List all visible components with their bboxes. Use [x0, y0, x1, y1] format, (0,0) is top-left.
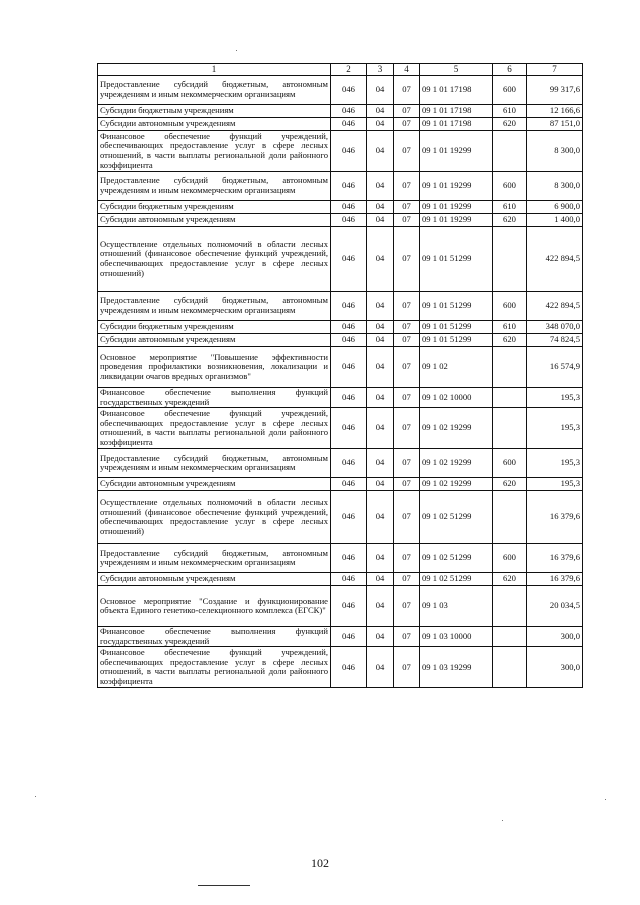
table-row: [98, 347, 583, 388]
target-article-cell: 09 1 03 19299: [420, 647, 493, 688]
scan-speck: [502, 820, 503, 821]
amount-cell: 195,3: [527, 449, 583, 478]
amount-cell: 99 317,6: [527, 76, 583, 105]
row-name-cell: Финансовое обеспечение функций учреждений, обеспечивающих предоставление услуг в сфере лесных отношений, в части выплаты региональной доли районного коэффициента: [98, 647, 331, 688]
ministry-code-cell: 046: [331, 105, 367, 118]
expense-type-cell: [493, 227, 527, 292]
ministry-code-cell: 046: [331, 647, 367, 688]
expense-type-cell: 610: [493, 321, 527, 334]
section-code-cell: 04: [367, 172, 394, 201]
row-name-cell: Финансовое обеспечение выполнения функций государственных учреждений: [98, 388, 331, 408]
row-name-cell: Основное мероприятие "Повышение эффективности проведения профилактики возникновения, локализации и ликвидации очагов вредных организмов": [98, 347, 331, 388]
subsection-code-cell: 07: [394, 544, 420, 573]
expense-type-cell: 620: [493, 573, 527, 586]
table-row: [98, 449, 583, 478]
subsection-code-cell: 07: [394, 131, 420, 172]
subsection-code-cell: 07: [394, 214, 420, 227]
header-cell: 2: [331, 64, 367, 76]
subsection-code-cell: 07: [394, 627, 420, 647]
row-name-cell: Финансовое обеспечение функций учреждений, обеспечивающих предоставление услуг в сфере лесных отношений, в части выплаты региональной доли районного коэффициента: [98, 131, 331, 172]
section-code-cell: 04: [367, 491, 394, 544]
subsection-code-cell: 07: [394, 321, 420, 334]
row-name-cell: Субсидии бюджетным учреждениям: [98, 321, 331, 334]
subsection-code-cell: 07: [394, 388, 420, 408]
target-article-cell: 09 1 01 19299: [420, 172, 493, 201]
target-article-cell: 09 1 02 10000: [420, 388, 493, 408]
target-article-cell: 09 1 01 17198: [420, 118, 493, 131]
amount-cell: 6 900,0: [527, 201, 583, 214]
table-row: [98, 586, 583, 627]
subsection-code-cell: 07: [394, 491, 420, 544]
ministry-code-cell: 046: [331, 172, 367, 201]
table-row: [98, 627, 583, 647]
table-row: [98, 214, 583, 227]
amount-cell: 300,0: [527, 647, 583, 688]
amount-cell: 16 379,6: [527, 573, 583, 586]
table-row: [98, 544, 583, 573]
table-row: [98, 321, 583, 334]
expense-type-cell: 620: [493, 478, 527, 491]
ministry-code-cell: 046: [331, 388, 367, 408]
row-name-cell: Предоставление субсидий бюджетным, автономным учреждениям и иным некоммерческим организациям: [98, 449, 331, 478]
row-name-cell: Субсидии бюджетным учреждениям: [98, 201, 331, 214]
ministry-code-cell: 046: [331, 321, 367, 334]
expense-type-cell: [493, 586, 527, 627]
target-article-cell: 09 1 01 51299: [420, 292, 493, 321]
amount-cell: 8 300,0: [527, 172, 583, 201]
section-code-cell: 04: [367, 647, 394, 688]
expense-type-cell: [493, 131, 527, 172]
amount-cell: 16 379,6: [527, 491, 583, 544]
target-article-cell: 09 1 02: [420, 347, 493, 388]
expense-type-cell: 600: [493, 449, 527, 478]
footer-rule: [198, 885, 250, 886]
section-code-cell: 04: [367, 627, 394, 647]
budget-table: [97, 63, 583, 688]
subsection-code-cell: 07: [394, 76, 420, 105]
header-cell: 5: [420, 64, 493, 76]
table-row: [98, 408, 583, 449]
subsection-code-cell: 07: [394, 201, 420, 214]
expense-type-cell: [493, 647, 527, 688]
amount-cell: 300,0: [527, 627, 583, 647]
row-name-cell: Субсидии автономным учреждениям: [98, 118, 331, 131]
expense-type-cell: 620: [493, 334, 527, 347]
ministry-code-cell: 046: [331, 627, 367, 647]
expense-type-cell: [493, 388, 527, 408]
ministry-code-cell: 046: [331, 131, 367, 172]
expense-type-cell: [493, 408, 527, 449]
header-cell: 6: [493, 64, 527, 76]
scan-speck: [605, 799, 606, 800]
subsection-code-cell: 07: [394, 172, 420, 201]
subsection-code-cell: 07: [394, 449, 420, 478]
table-row: [98, 478, 583, 491]
target-article-cell: 09 1 03: [420, 586, 493, 627]
target-article-cell: 09 1 02 19299: [420, 408, 493, 449]
ministry-code-cell: 046: [331, 334, 367, 347]
target-article-cell: 09 1 01 19299: [420, 214, 493, 227]
table-body: [98, 76, 583, 688]
row-name-cell: Предоставление субсидий бюджетным, автономным учреждениям и иным некоммерческим организациям: [98, 544, 331, 573]
row-name-cell: Предоставление субсидий бюджетным, автономным учреждениям и иным некоммерческим организациям: [98, 76, 331, 105]
expense-type-cell: 600: [493, 544, 527, 573]
section-code-cell: 04: [367, 292, 394, 321]
section-code-cell: 04: [367, 347, 394, 388]
target-article-cell: 09 1 01 17198: [420, 76, 493, 105]
subsection-code-cell: 07: [394, 586, 420, 627]
table-row: [98, 118, 583, 131]
ministry-code-cell: 046: [331, 478, 367, 491]
table-row: [98, 334, 583, 347]
amount-cell: 195,3: [527, 388, 583, 408]
header-cell: 7: [527, 64, 583, 76]
amount-cell: 87 151,0: [527, 118, 583, 131]
ministry-code-cell: 046: [331, 292, 367, 321]
ministry-code-cell: 046: [331, 201, 367, 214]
subsection-code-cell: 07: [394, 105, 420, 118]
table-row: [98, 388, 583, 408]
amount-cell: 422 894,5: [527, 292, 583, 321]
subsection-code-cell: 07: [394, 227, 420, 292]
table-row: [98, 131, 583, 172]
ministry-code-cell: 046: [331, 118, 367, 131]
ministry-code-cell: 046: [331, 76, 367, 105]
amount-cell: 12 166,6: [527, 105, 583, 118]
subsection-code-cell: 07: [394, 347, 420, 388]
table-row: [98, 491, 583, 544]
section-code-cell: 04: [367, 449, 394, 478]
amount-cell: 8 300,0: [527, 131, 583, 172]
subsection-code-cell: 07: [394, 647, 420, 688]
amount-cell: 74 824,5: [527, 334, 583, 347]
target-article-cell: 09 1 01 51299: [420, 227, 493, 292]
subsection-code-cell: 07: [394, 478, 420, 491]
table-row: [98, 573, 583, 586]
section-code-cell: 04: [367, 573, 394, 586]
row-name-cell: Финансовое обеспечение функций учреждений, обеспечивающих предоставление услуг в сфере лесных отношений, в части выплаты региональной доли районного коэффициента: [98, 408, 331, 449]
row-name-cell: Осуществление отдельных полномочий в области лесных отношений (финансовое обеспечение функций учреждений, обеспечивающих предоставление услуг в сфере лесных отношений): [98, 491, 331, 544]
row-name-cell: Осуществление отдельных полномочий в области лесных отношений (финансовое обеспечение функций учреждений, обеспечивающих предоставление услуг в сфере лесных отношений): [98, 227, 331, 292]
ministry-code-cell: 046: [331, 227, 367, 292]
expense-type-cell: 610: [493, 201, 527, 214]
table-row: [98, 76, 583, 105]
table-row: [98, 647, 583, 688]
section-code-cell: 04: [367, 586, 394, 627]
row-name-cell: Субсидии автономным учреждениям: [98, 334, 331, 347]
target-article-cell: 09 1 02 51299: [420, 491, 493, 544]
section-code-cell: 04: [367, 321, 394, 334]
amount-cell: 348 070,0: [527, 321, 583, 334]
expense-type-cell: 610: [493, 105, 527, 118]
header-cell: 3: [367, 64, 394, 76]
row-name-cell: Предоставление субсидий бюджетным, автономным учреждениям и иным некоммерческим организациям: [98, 292, 331, 321]
subsection-code-cell: 07: [394, 573, 420, 586]
subsection-code-cell: 07: [394, 334, 420, 347]
target-article-cell: 09 1 02 19299: [420, 449, 493, 478]
row-name-cell: Субсидии автономным учреждениям: [98, 478, 331, 491]
target-article-cell: 09 1 01 19299: [420, 131, 493, 172]
target-article-cell: 09 1 01 51299: [420, 321, 493, 334]
section-code-cell: 04: [367, 408, 394, 449]
table-row: [98, 227, 583, 292]
scan-speck: [236, 50, 237, 51]
section-code-cell: 04: [367, 131, 394, 172]
ministry-code-cell: 046: [331, 347, 367, 388]
subsection-code-cell: 07: [394, 408, 420, 449]
table-row: [98, 172, 583, 201]
section-code-cell: 04: [367, 105, 394, 118]
section-code-cell: 04: [367, 214, 394, 227]
target-article-cell: 09 1 03 10000: [420, 627, 493, 647]
row-name-cell: Субсидии автономным учреждениям: [98, 573, 331, 586]
header-cell: 4: [394, 64, 420, 76]
target-article-cell: 09 1 01 19299: [420, 201, 493, 214]
ministry-code-cell: 046: [331, 573, 367, 586]
amount-cell: 1 400,0: [527, 214, 583, 227]
target-article-cell: 09 1 02 19299: [420, 478, 493, 491]
expense-type-cell: [493, 347, 527, 388]
row-name-cell: Субсидии бюджетным учреждениям: [98, 105, 331, 118]
row-name-cell: Предоставление субсидий бюджетным, автономным учреждениям и иным некоммерческим организациям: [98, 172, 331, 201]
amount-cell: 16 574,9: [527, 347, 583, 388]
ministry-code-cell: 046: [331, 408, 367, 449]
amount-cell: 422 894,5: [527, 227, 583, 292]
ministry-code-cell: 046: [331, 449, 367, 478]
amount-cell: 16 379,6: [527, 544, 583, 573]
ministry-code-cell: 046: [331, 586, 367, 627]
table-header-row: [98, 64, 583, 76]
section-code-cell: 04: [367, 118, 394, 131]
ministry-code-cell: 046: [331, 214, 367, 227]
section-code-cell: 04: [367, 201, 394, 214]
target-article-cell: 09 1 01 51299: [420, 334, 493, 347]
ministry-code-cell: 046: [331, 491, 367, 544]
expense-type-cell: 620: [493, 214, 527, 227]
expense-type-cell: [493, 627, 527, 647]
page-number: 102: [311, 856, 329, 870]
row-name-cell: Субсидии автономным учреждениям: [98, 214, 331, 227]
table-row: [98, 201, 583, 214]
section-code-cell: 04: [367, 544, 394, 573]
expense-type-cell: 620: [493, 118, 527, 131]
expense-type-cell: [493, 491, 527, 544]
expense-type-cell: 600: [493, 76, 527, 105]
expense-type-cell: 600: [493, 292, 527, 321]
target-article-cell: 09 1 01 17198: [420, 105, 493, 118]
header-cell: 1: [98, 64, 331, 76]
row-name-cell: Основное мероприятие "Создание и функционирование объекта Единого генетико-селекционного комплекса (ЕГСК)": [98, 586, 331, 627]
target-article-cell: 09 1 02 51299: [420, 573, 493, 586]
expense-type-cell: 600: [493, 172, 527, 201]
section-code-cell: 04: [367, 227, 394, 292]
section-code-cell: 04: [367, 478, 394, 491]
section-code-cell: 04: [367, 76, 394, 105]
scan-speck: [35, 796, 36, 797]
section-code-cell: 04: [367, 334, 394, 347]
amount-cell: 20 034,5: [527, 586, 583, 627]
ministry-code-cell: 046: [331, 544, 367, 573]
section-code-cell: 04: [367, 388, 394, 408]
target-article-cell: 09 1 02 51299: [420, 544, 493, 573]
amount-cell: 195,3: [527, 478, 583, 491]
table-row: [98, 292, 583, 321]
table-row: [98, 105, 583, 118]
amount-cell: 195,3: [527, 408, 583, 449]
row-name-cell: Финансовое обеспечение выполнения функций государственных учреждений: [98, 627, 331, 647]
subsection-code-cell: 07: [394, 292, 420, 321]
subsection-code-cell: 07: [394, 118, 420, 131]
